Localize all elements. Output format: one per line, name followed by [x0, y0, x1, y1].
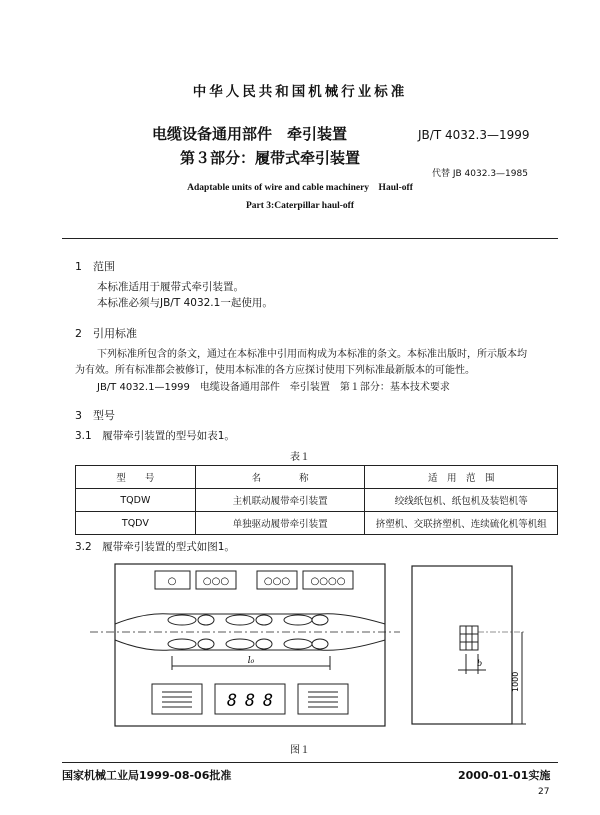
panel-label-4: ○○○○ [310, 576, 346, 587]
footer-divider [62, 762, 558, 763]
table-header-cell: 型 号 [76, 466, 196, 489]
table-cell: 主机联动履带牵引装置 [195, 489, 365, 512]
table-cell: TQDV [76, 512, 196, 535]
display-digit-3: 8 [262, 691, 274, 711]
machine-side-frame [412, 566, 512, 724]
figure-1-drawing [90, 562, 560, 732]
replaces-note: 代替 JB 4032.3—1985 [432, 169, 528, 179]
title-line-1: 电缆设备通用部件 牵引装置 [152, 125, 348, 143]
table-header-cell: 名 称 [195, 466, 365, 489]
table-row [76, 489, 558, 512]
page-number: 27 [538, 787, 550, 797]
approval-date: 国家机械工业局1999-08-06批准 [62, 769, 232, 782]
bottom-panel-right [298, 684, 348, 714]
section-2-title: 2 引用标准 [75, 327, 137, 340]
table-header-cell: 适 用 范 围 [365, 466, 558, 489]
effective-date: 2000-01-01实施 [458, 769, 551, 782]
table-cell: 绞线纸包机、纸包机及装铠机等 [365, 489, 558, 512]
section-3-1: 3.1 履带牵引装置的型号如表1。 [75, 430, 235, 442]
table-cell: 挤塑机、交联挤塑机、连续硫化机等机组 [365, 512, 558, 535]
section-1-para-1: 本标准适用于履带式牵引装置。 [97, 281, 244, 293]
section-1-para-2: 本标准必须与JB/T 4032.1一起使用。 [97, 297, 273, 309]
table-1-caption: 表１ [290, 452, 310, 463]
figure-1-caption: 图１ [290, 745, 310, 756]
standard-number: JB/T 4032.3—1999 [418, 128, 530, 142]
dim-label-height: 1000 [511, 671, 520, 692]
national-standard-header: 中华人民共和国机械行业标准 [192, 84, 408, 100]
panel-label-3: ○○○ [263, 576, 291, 587]
section-2-para-1b: 为有效。所有标准都会被修订，使用本标准的各方应探讨使用下列标准最新版本的可能性。 [75, 365, 475, 376]
display-digit-1: 8 [226, 691, 238, 711]
table-header-row [76, 466, 558, 489]
table-row [76, 512, 558, 535]
panel-label-2: ○○○ [202, 576, 230, 587]
section-1-title: 1 范围 [75, 260, 115, 273]
header-divider [62, 238, 558, 239]
dim-label-b: b [477, 659, 483, 668]
upper-track-outline [115, 614, 385, 624]
bottom-panel-right-lines [308, 692, 338, 707]
english-title-2: Part 3:Caterpillar haul-off [246, 201, 354, 211]
bottom-panel-left-lines [162, 692, 192, 707]
section-3-2: 3.2 履带牵引装置的型式如图1。 [75, 541, 235, 553]
table-1 [75, 465, 558, 535]
title-line-2: 第３部分：履带式牵引装置 [180, 149, 361, 167]
section-2-reference: JB/T 4032.1—1999 电缆设备通用部件 牵引装置 第１部分：基本技术要求 [97, 382, 450, 393]
display-digit-2: 8 [244, 691, 256, 711]
section-2-para-1a: 下列标准所包含的条文，通过在本标准中引用而构成为本标准的条文。本标准出版时，所示版本均 [97, 349, 527, 360]
dim-label-l0: l₀ [247, 656, 255, 666]
table-cell: TQDW [76, 489, 196, 512]
bottom-panel-left [152, 684, 202, 714]
table-cell: 单独驱动履带牵引装置 [195, 512, 365, 535]
lower-track-outline [115, 640, 385, 650]
english-title-1: Adaptable units of wire and cable machinery Haul-off [187, 183, 413, 193]
side-roller-block [460, 626, 478, 650]
panel-label-1: ○ [167, 576, 177, 587]
section-3-title: 3 型号 [75, 409, 115, 422]
